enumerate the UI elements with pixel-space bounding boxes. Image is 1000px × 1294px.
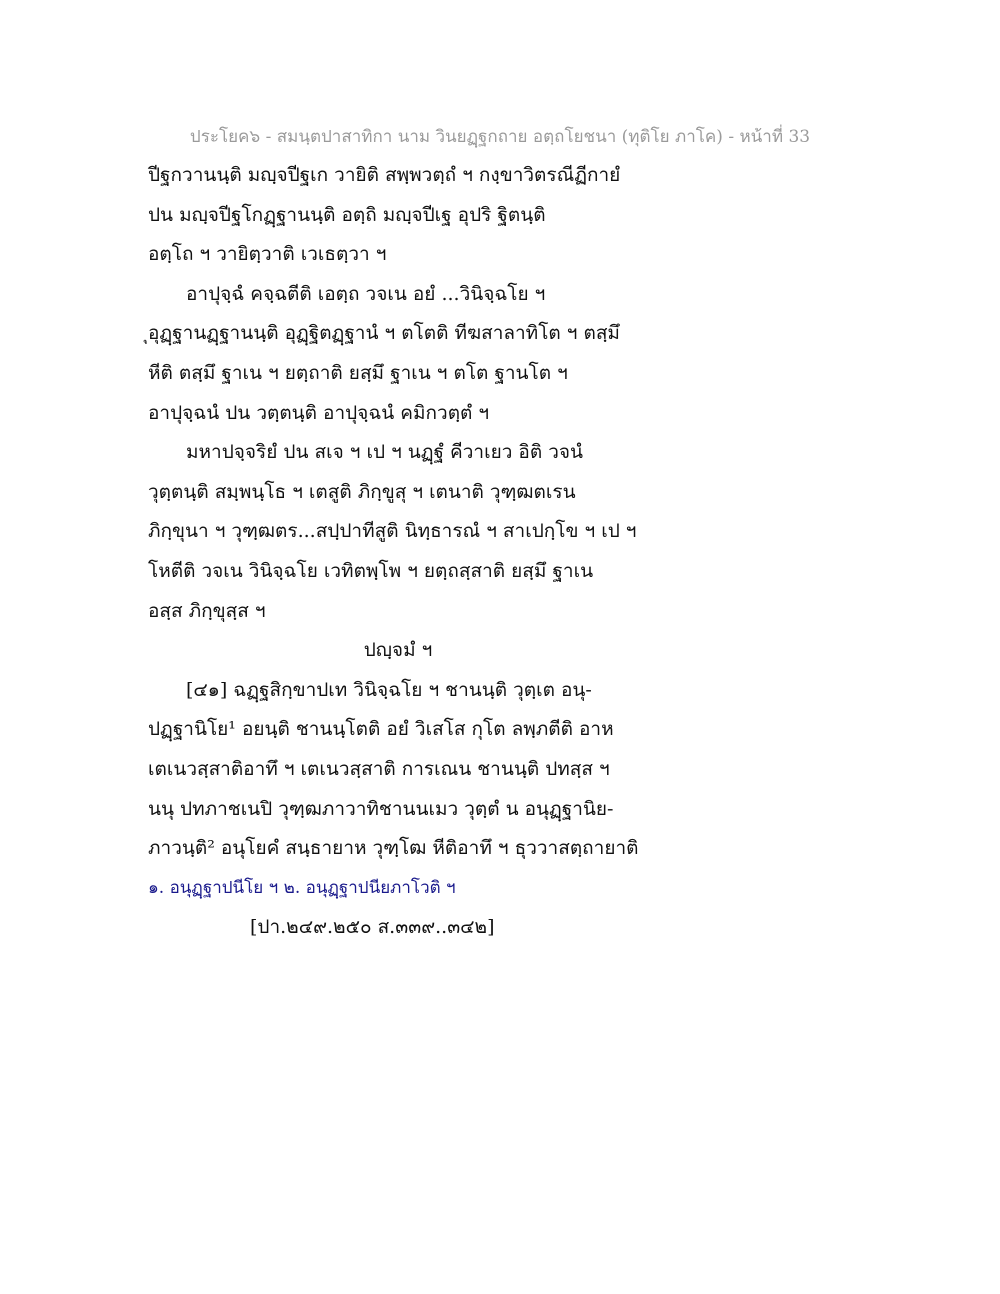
text-line: หีติ ตสฺมึ ฐาเน ฯ ยตฺถาติ ยสฺมึ ฐาเน ฯ ตโต ฐานโต ฯ bbox=[148, 361, 568, 384]
text-line: อตฺโถ ฯ วายิตฺวาติ เวเธตฺวา ฯ bbox=[148, 243, 387, 266]
paragraph-start-line: อาปุจฺฉํ คจฺฉตีติ เอตฺถ วจเน อยํ ...วินิจฺฉโย ฯ bbox=[186, 282, 546, 305]
text-line: โหตีติ วจเน วินิจฺฉโย เวทิตพฺโพ ฯ ยตฺถสฺสาติ ยสฺมึ ฐาเน bbox=[148, 559, 594, 582]
text-line: ปีฐกวานนฺติ มญฺจปีฐเก วายิติ สพฺพวตฺถํ ฯ กงฺขาวิตรณีฏีกายํ bbox=[148, 164, 621, 186]
text-line: อาปุจฺฉนํ ปน วตฺตนฺติ อาปุจฺฉนํ คมิกวตฺตํ ฯ bbox=[148, 401, 490, 424]
text-line: อสฺส ภิกฺขุสฺส ฯ bbox=[148, 599, 266, 622]
running-header-text: ประโยค๖ - สมนฺตปาสาทิกา นาม วินยฏฺฐกถาย อตฺถโยชนา (ทุติโย ภาโค) - หน้าที่ 33 bbox=[189, 127, 811, 147]
section-marker: ปญฺจมํ ฯ bbox=[363, 639, 433, 662]
paragraph-start-line: [๔๑] ฉฏฺฐสิกฺขาปเท วินิจฺฉโย ฯ ชานนฺติ วุตฺเต อนุ- bbox=[186, 678, 592, 701]
text-line: ปน มญฺจปีฐโกฏฺฐานนฺติ อตฺถิ มญฺจปีเฐ อุปริ ฐิตนฺติ bbox=[148, 203, 546, 226]
page-body bbox=[148, 156, 648, 948]
page-reference: [ปา.๒๔๙.๒๕๐ ส.๓๓๙..๓๔๒] bbox=[250, 916, 495, 939]
paragraph-start-line: มหาปจฺจริยํ ปน สเจ ฯ เป ฯ นฏฺฐํ คีวาเยว อิติ วจนํ bbox=[186, 441, 584, 464]
text-line: ภิกฺขุนา ฯ วุฑฺฒตร...สปฺปาทีสูติ นิทฺธารณํ ฯ สาเปกฺโข ฯ เป ฯ bbox=[148, 520, 637, 543]
text-line: ุอุฏฺฐานฏฺฐานนฺติ อุฏฺฐิตฏฺฐานํ ฯ ตโตติ ทีฆสาลาทิโต ฯ ตสฺมึ bbox=[148, 322, 620, 345]
text-line: เตเนวสฺสาติอาทึ ฯ เตเนวสฺสาติ การเณน ชานนฺติ ปทสฺส ฯ bbox=[148, 757, 610, 780]
running-header bbox=[0, 123, 1000, 150]
text-line: ภาวนฺติ² อนุโยคํ สนฺธายาห วุฑฺโฒ หีติอาทึ ฯ ธุววาสตฺถายาติ bbox=[148, 837, 639, 860]
footnote: ๑. อนุฏฺฐาปนีโย ฯ ๒. อนุฏฺฐาปนียภาโวติ ฯ bbox=[148, 877, 456, 898]
text-line: นนุ ปทภาชเนปิ วุฑฺฒภาวาทิชานนเมว วุตฺตํ น อนุฏฺฐานิย- bbox=[148, 797, 614, 820]
text-line: วุตฺตนฺติ สมฺพนฺโธ ฯ เตสูติ ภิกฺขูสุ ฯ เตนาติ วุฑฺฒตเรน bbox=[148, 480, 576, 503]
text-line: ปฏฺฐานิโย¹ อยนฺติ ชานนฺโตติ อยํ วิเสโส กุโต ลพฺภตีติ อาห bbox=[148, 718, 614, 741]
